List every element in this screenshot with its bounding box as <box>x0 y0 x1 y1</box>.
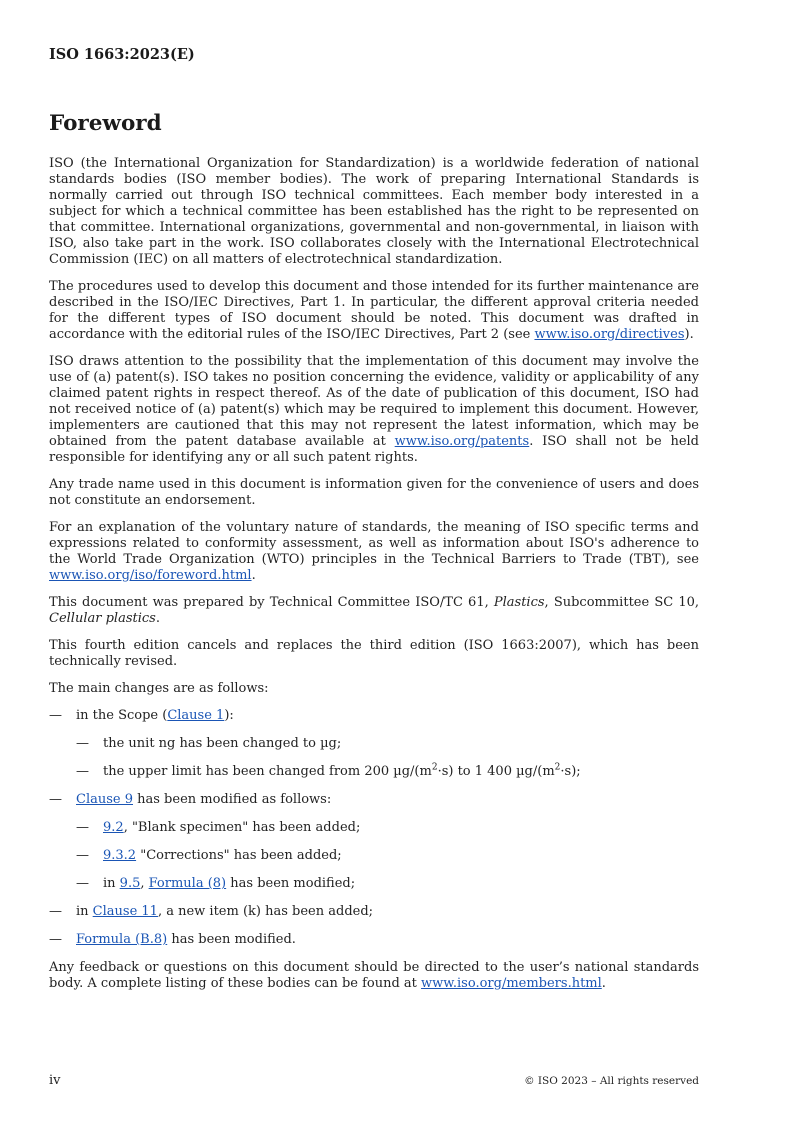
list-dash: — <box>76 876 89 891</box>
list-text: ·s); <box>560 764 581 779</box>
page-title: Foreword <box>49 111 162 136</box>
list-item <box>49 876 699 892</box>
section-9-2-link[interactable]: 9.2 <box>103 820 124 835</box>
paragraph-trade-name: Any trade name used in this document is information given for the convenience of users and does not constitute an endorsement. <box>49 477 699 508</box>
directives-link[interactable]: www.iso.org/directives <box>534 327 685 342</box>
page-number: iv <box>49 1073 61 1088</box>
list-dash: — <box>49 904 62 919</box>
list-dash: — <box>49 792 62 807</box>
paragraph-text: ISO draws attention to the possibility that the implementation of this document may involve the use of (a) patent(s). ISO takes no position concerning the evidence, validity or applicability of any claimed patent rights in respect thereof. As of the date of publication of this document, ISO had not received notice of (a) patent(s) which may be required to implement this document. However, implementers are cautioned that this may not represent the latest information, which may be obtained from the patent database available at <box>49 354 699 449</box>
list-text: , "Blank specimen" has been added; <box>123 820 361 835</box>
list-text: in <box>103 876 120 891</box>
list-text: the upper limit has been changed from 200 µg/(m <box>103 764 432 779</box>
list-item-text <box>76 932 699 948</box>
list-dash: — <box>49 932 62 947</box>
list-item-text <box>103 848 699 864</box>
paragraph-text: The procedures used to develop this document and those intended for its further maintenance are described in the ISO/IEC Directives, Part 1. In particular, the different approval criteria needed for the different types of ISO document should be noted. This document was drafted in accordance with the editorial rules of the ISO/IEC Directives, Part 2 (see <box>49 279 699 342</box>
list-text: , <box>140 876 149 891</box>
list-text: has been modified as follows: <box>133 792 332 807</box>
list-text: , a new item (k) has been added; <box>157 904 374 919</box>
superscript: 2 <box>554 762 561 773</box>
list-item <box>49 708 699 724</box>
paragraph-voluntary-nature <box>49 520 699 584</box>
paragraph-end: . <box>155 611 160 626</box>
copyright-notice: © ISO 2023 – All rights reserved <box>524 1075 699 1087</box>
list-dash: — <box>49 708 62 723</box>
list-dash: — <box>76 848 89 863</box>
list-item-text <box>76 708 699 724</box>
section-9-3-2-link[interactable]: 9.3.2 <box>103 848 137 863</box>
paragraph-main-changes: The main changes are as follows: <box>49 681 269 696</box>
list-text: in <box>76 904 93 919</box>
list-item-text <box>76 904 699 920</box>
list-item-text <box>103 876 699 892</box>
list-text: "Corrections" has been added; <box>136 848 342 863</box>
committee-text: This document was prepared by Technical Committee ISO/TC 61, <box>49 595 494 610</box>
clause-9-link[interactable]: Clause 9 <box>76 792 133 807</box>
paragraph-patents <box>49 354 699 466</box>
list-item <box>49 848 699 864</box>
paragraph-end: . <box>601 976 606 991</box>
list-item <box>49 932 699 948</box>
section-9-5-link[interactable]: 9.5 <box>119 876 141 891</box>
list-item-text: the unit ng has been changed to µg; <box>103 736 342 751</box>
foreword-body <box>49 156 699 1003</box>
list-dash: — <box>76 820 89 835</box>
paragraph-feedback <box>49 960 699 992</box>
list-text: ): <box>224 708 234 723</box>
foreword-link[interactable]: www.iso.org/iso/foreword.html <box>49 568 252 583</box>
list-text: ·s) to 1 400 µg/(m <box>437 764 555 779</box>
list-item-text <box>103 820 699 836</box>
paragraph-iso-intro: ISO (the International Organization for Standardization) is a worldwide federation of national standards bodies (ISO member bodies). The work of preparing International Standards is normally carried out through ISO technical committees. Each member body interested in a subject for which a technical committee has been established has the right to be represented on that committee. International organizations, governmental and non-governmental, in liaison with ISO, also take part in the work. ISO collaborates closely with the International Electrotechnical Commission (IEC) on all matters of electrotechnical standardization. <box>49 156 699 267</box>
committee-name: Plastics <box>493 595 545 610</box>
clause-11-link[interactable]: Clause 11 <box>92 904 158 919</box>
list-item <box>49 736 699 752</box>
paragraph-text: Any feedback or questions on this document should be directed to the user’s national standards body. A complete listing of these bodies can be found at <box>49 960 699 991</box>
list-dash: — <box>76 736 89 751</box>
list-item <box>49 904 699 920</box>
paragraph-text: For an explanation of the voluntary nature of standards, the meaning of ISO specific terms and expressions related to conformity assessment, as well as information about ISO's adherence to the World Trade Organization (WTO) principles in the Technical Barriers to Trade (TBT), see <box>49 520 699 567</box>
paragraph-end: . ISO shall not be held responsible for identifying any or all such patent rights. <box>49 434 699 465</box>
paragraph-procedures <box>49 279 699 343</box>
list-text: in the Scope ( <box>76 708 168 723</box>
subcommittee-name: Cellular plastics <box>49 611 156 626</box>
list-dash: — <box>76 764 89 779</box>
paragraph-committee <box>49 595 699 627</box>
list-text: has been modified. <box>167 932 296 947</box>
list-item <box>49 820 699 836</box>
list-text: has been modified; <box>226 876 356 891</box>
formula-b8-link[interactable]: Formula (B.8) <box>76 932 168 947</box>
list-item-text <box>76 792 699 808</box>
clause-1-link[interactable]: Clause 1 <box>167 708 225 723</box>
superscript: 2 <box>431 762 438 773</box>
subcommittee-text: , Subcommittee SC 10, <box>544 595 699 610</box>
paragraph-edition: This fourth edition cancels and replaces the third edition (ISO 1663:2007), which has been technically revised. <box>49 638 699 669</box>
paragraph-end: ). <box>684 327 694 342</box>
list-item <box>49 792 699 808</box>
paragraph-end: . <box>251 568 256 583</box>
formula-8-link[interactable]: Formula (8) <box>148 876 227 891</box>
patents-link[interactable]: www.iso.org/patents <box>394 434 530 449</box>
list-item-text <box>103 764 699 780</box>
list-item <box>49 764 699 780</box>
document-id: ISO 1663:2023(E) <box>49 46 195 63</box>
members-link[interactable]: www.iso.org/members.html <box>421 976 602 991</box>
